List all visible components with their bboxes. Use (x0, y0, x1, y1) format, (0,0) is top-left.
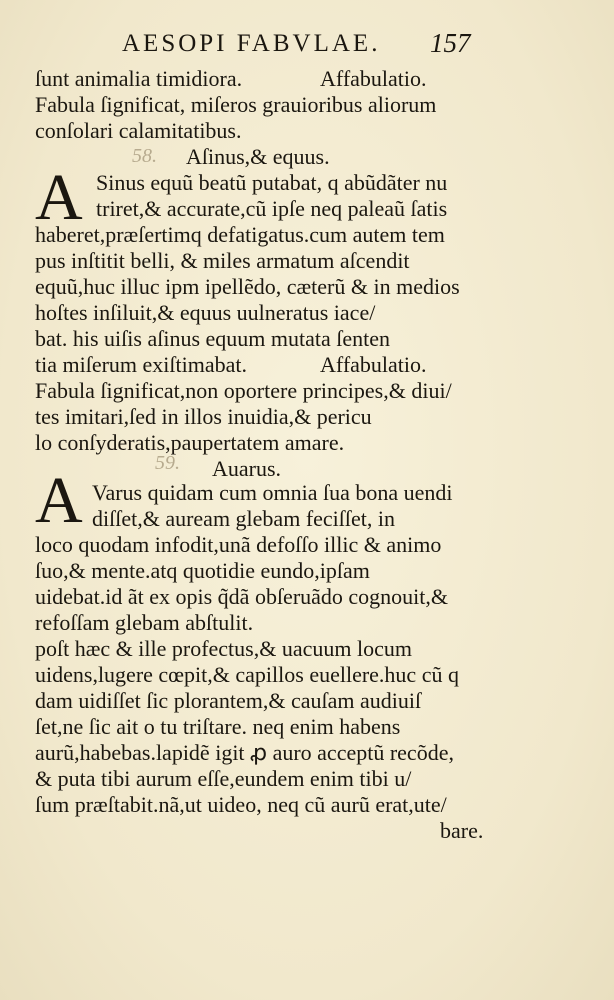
text-line: bat. his uiſis aſinus equum mutata ſenten (35, 326, 390, 351)
text-line: ſet,ne ſic ait o tu triſtare. neq enim habens (35, 714, 401, 739)
text-line: uidens,lugere cœpit,& capillos euellere.huc cũ q (35, 662, 459, 687)
text-line: lo conſyderatis,paupertatem amare. (35, 430, 345, 455)
text-line: dam uidiſſet ſic plorantem,& cauſam audiuiſ (35, 688, 422, 713)
fable-title: Auarus. (212, 456, 282, 481)
text-line: Sinus equũ beatũ putabat, q abũdãter nu (96, 170, 448, 195)
text-line: Varus quidam cum omnia ſua bona uendi (92, 480, 453, 505)
text-line: Fabula ſignificat, miſeros grauioribus aliorum (35, 92, 437, 117)
text-line: tes imitari,ſed in illos inuidia,& pericu (35, 404, 372, 429)
text-line: bare. (440, 818, 484, 843)
text-line: hoſtes inſiluit,& equus uulneratus iace/ (35, 300, 376, 325)
text-line: conſolari calamitatibus. (35, 118, 242, 143)
text-line: uidebat.id ãt ex opis q̃dã obſeruãdo cognouit,& (35, 584, 449, 609)
text-line: pus inſtitit belli, & miles armatum aſcendit (35, 248, 410, 273)
running-title: AESOPI FABVLAE. (122, 30, 381, 57)
text-line: poſt hæc & ille profectus,& uacuum locum (35, 636, 412, 661)
text-line: & puta tibi aurum eſſe,eundem enim tibi u/ (35, 766, 412, 791)
text-line: triret,& accurate,cũ ipſe neq paleaũ ſatis (96, 196, 448, 221)
page-header (0, 28, 614, 62)
fable-title: Aſinus,& equus. (186, 144, 330, 169)
drop-capital: A (35, 464, 83, 537)
text-line: ſunt animalia timidiora. (35, 66, 243, 91)
fable-number: 58. (132, 145, 157, 167)
text-line: ſum præſtabit.nã,ut uideo, neq cũ aurũ erat,ute/ (35, 792, 447, 817)
text-line: loco quodam infodit,unã defoſſo illic & animo (35, 532, 442, 557)
text-line: aurũ,habebas.lapidẽ igit ꝓ auro acceptũ recõde, (35, 740, 454, 765)
affabulatio-heading: Affabulatio. (320, 352, 427, 377)
text-line: tia miſerum exiſtimabat. (35, 352, 247, 377)
affabulatio-heading: Affabulatio. (320, 66, 427, 91)
page-number: 157 (430, 28, 471, 58)
text-line: haberet,præſertimq defatigatus.cum autem tem (35, 222, 445, 247)
text-line: diſſet,& auream glebam feciſſet, in (92, 506, 395, 531)
fable-number: 59. (155, 452, 180, 474)
text-line: ſuo,& mente.atq quotidie eundo,ipſam (35, 558, 370, 583)
text-line: Fabula ſignificat,non oportere principes,& diui/ (35, 378, 452, 403)
drop-capital: A (35, 161, 83, 234)
text-line: equũ,huc illuc ipm ipellẽdo, cæterũ & in medios (35, 274, 460, 299)
text-line: refoſſam glebam abſtulit. (35, 610, 254, 635)
